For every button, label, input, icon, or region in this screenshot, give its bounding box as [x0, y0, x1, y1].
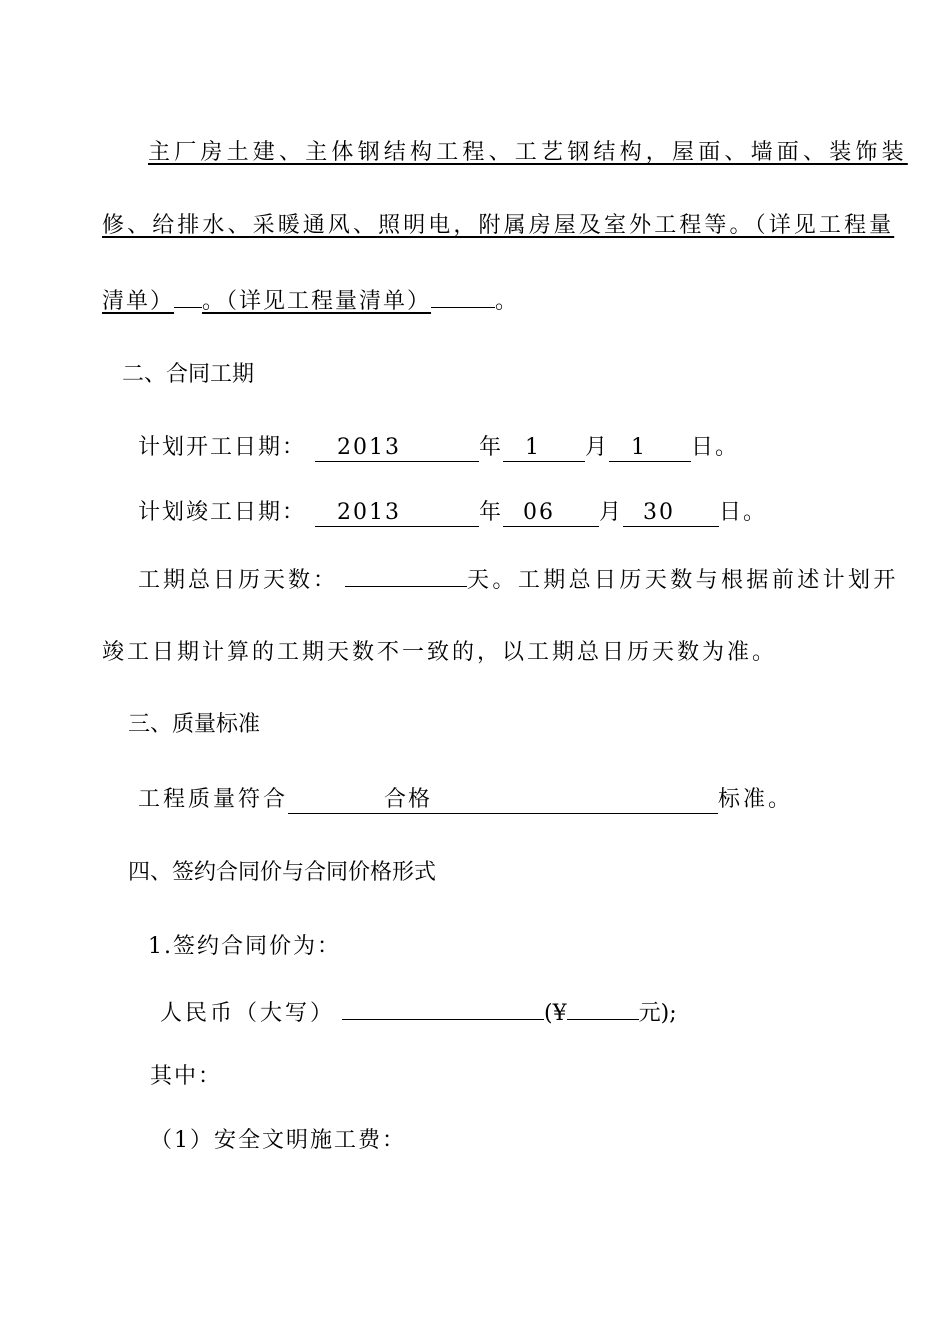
scope-line-1	[148, 138, 908, 168]
total-days-line-2-text: 竣工日期计算的工期天数不一致的，以工期总日历天数为准。	[102, 640, 778, 665]
end-day-unit: 日。	[719, 500, 768, 525]
end-year-field[interactable]	[315, 500, 479, 527]
end-year-value: 2013	[337, 500, 402, 525]
scope-line-3-part2: 。（详见工程量清单）	[202, 289, 432, 314]
end-date-row	[138, 498, 767, 528]
total-days-row	[138, 564, 899, 596]
rmb-row	[160, 997, 677, 1029]
start-day-field[interactable]	[609, 435, 691, 462]
start-day-value: 1	[631, 435, 648, 460]
section-3-title: 三、质量标准	[128, 712, 261, 737]
start-year-value: 2013	[337, 435, 402, 460]
end-day-field[interactable]	[623, 500, 719, 527]
start-date-row	[138, 433, 739, 463]
scope-line-3	[102, 285, 517, 317]
section-2-title: 二、合同工期	[122, 362, 255, 387]
quality-row	[138, 785, 793, 815]
start-year-unit: 年	[479, 435, 504, 460]
quality-field[interactable]	[288, 787, 718, 814]
start-year-field[interactable]	[315, 435, 479, 462]
end-month-field[interactable]	[503, 500, 599, 527]
start-day-unit: 日。	[691, 435, 740, 460]
start-date-label: 计划开工日期：	[138, 435, 307, 460]
scope-line-3-end: 。	[495, 289, 518, 314]
end-month-value: 06	[523, 500, 556, 525]
scope-blank-2	[431, 285, 495, 308]
scope-line-2-text: 修、给排水、采暖通风、照明电，附属房屋及室外工程等。（详见工程量	[102, 213, 895, 238]
yuan-close: 元);	[638, 1001, 677, 1026]
scope-line-3-part1: 清单）	[102, 289, 175, 314]
total-days-field[interactable]	[345, 564, 467, 587]
total-days-label: 工期总日历天数：	[138, 568, 339, 593]
scope-blank-1	[174, 285, 202, 308]
start-month-value: 1	[525, 435, 542, 460]
total-days-after: 天。工期总日历天数与根据前述计划开	[467, 568, 899, 593]
safety-fee-label: （1）安全文明施工费：	[150, 1128, 406, 1153]
among-label: 其中：	[150, 1064, 223, 1089]
quality-value: 合格	[384, 787, 433, 812]
scope-line-1-text: 主厂房土建、主体钢结构工程、工艺钢结构，屋面、墙面、装饰装	[148, 140, 908, 165]
rmb-amount-field[interactable]	[342, 997, 544, 1020]
start-month-unit: 月	[585, 435, 610, 460]
scope-line-2	[102, 211, 894, 241]
total-days-line-2	[102, 638, 777, 668]
end-year-unit: 年	[479, 500, 504, 525]
quality-after: 标准。	[718, 787, 794, 812]
rmb-label: 人民币（大写）	[160, 1001, 336, 1026]
end-month-unit: 月	[599, 500, 624, 525]
contract-price-heading: 1.签约合同价为：	[148, 934, 341, 959]
section-4-title: 四、签约合同价与合同价格形式	[128, 860, 437, 885]
end-date-label: 计划竣工日期：	[138, 500, 307, 525]
yuan-amount-field[interactable]	[567, 997, 639, 1020]
start-month-field[interactable]	[503, 435, 585, 462]
end-day-value: 30	[643, 500, 676, 525]
yuan-open: (¥	[544, 1001, 567, 1026]
quality-label: 工程质量符合	[138, 787, 289, 812]
